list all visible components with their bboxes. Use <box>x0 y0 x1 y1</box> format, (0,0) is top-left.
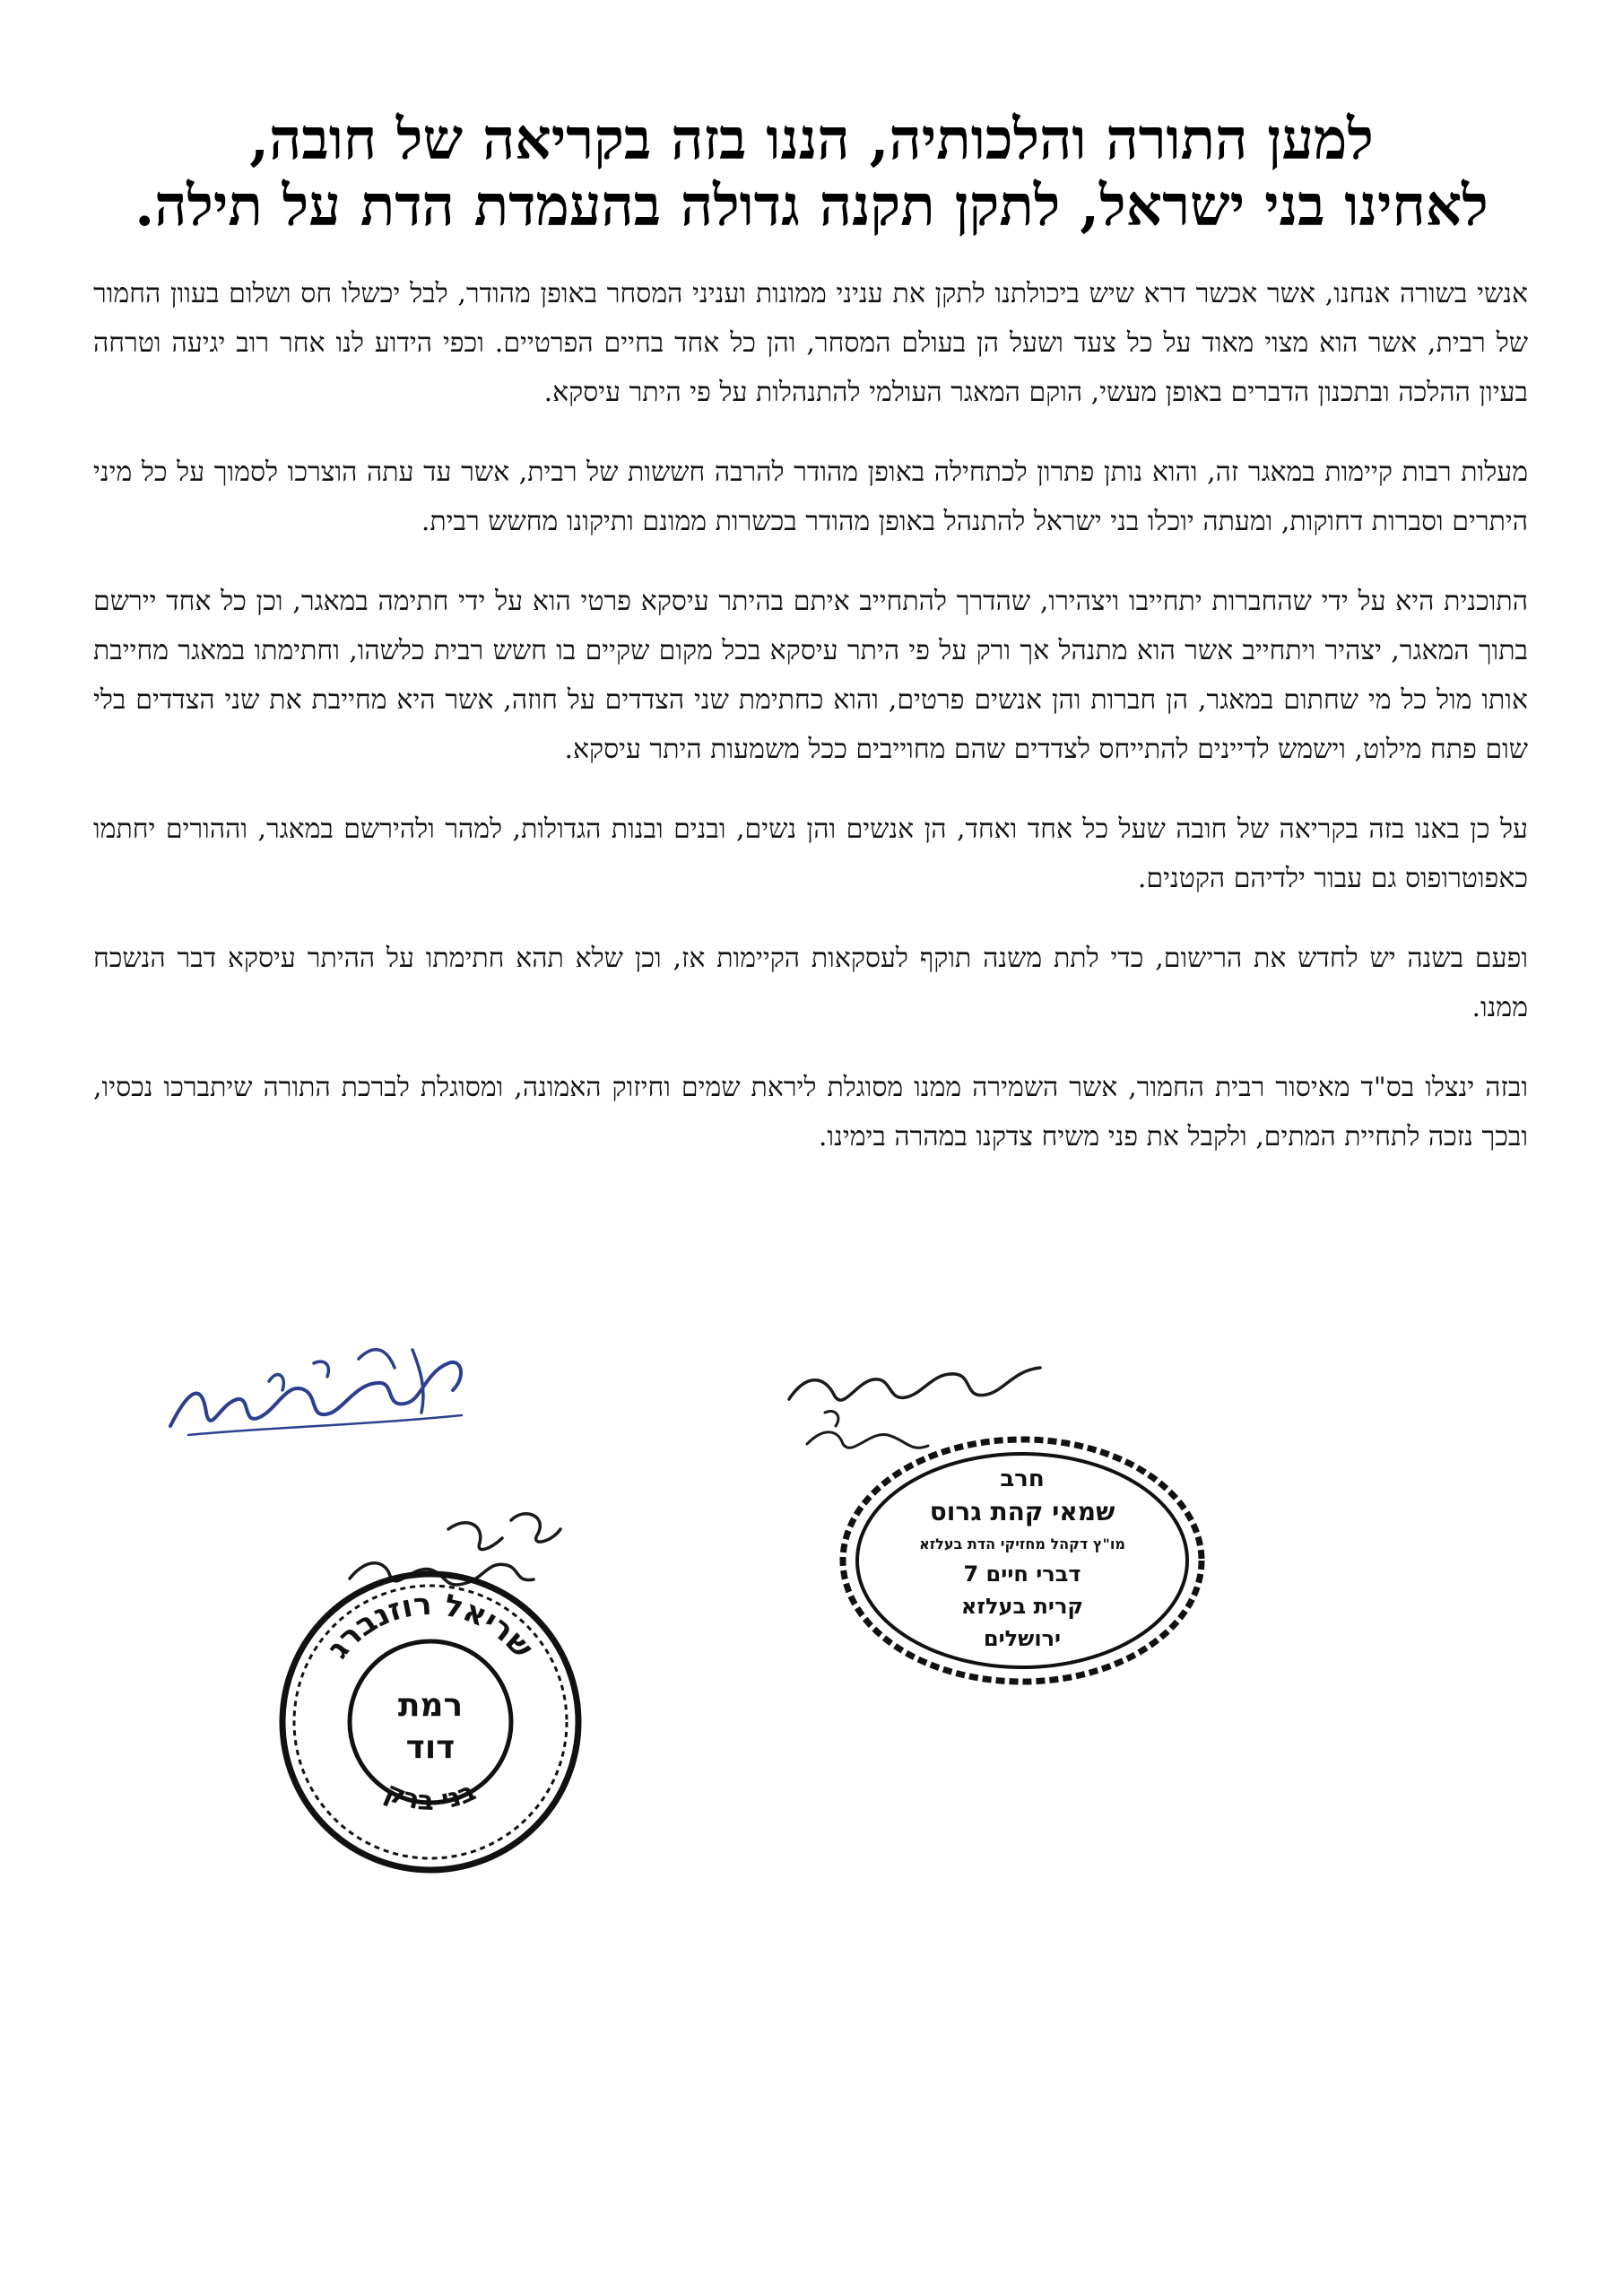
seal-left-bottom-text: בני ברק <box>380 1775 481 1818</box>
letter-body <box>93 269 1528 1192</box>
seal-right <box>834 1431 1211 1691</box>
seal-oval <box>834 1431 1211 1691</box>
paragraph-6: ובזה ינצלו בס"ד מאיסור רבית החמור, אשר השמירה ממנו מסוגלת ליראת שמים וחיזוק האמונה, ומסוגלת לברכת התורה שיתברכו נכסיו, ובכך נזכה לתחיית המתים, ולקבל את פני משיח צדקנו במהרה בימינו. <box>93 1072 1528 1152</box>
headline <box>90 106 1533 239</box>
seal-right-line-1: חרב <box>1000 1465 1045 1492</box>
signature-scribble <box>152 1327 493 1453</box>
seal-left <box>273 1565 587 1879</box>
paragraph-3: התוכנית היא על ידי שהחברות יתחייבו ויצהירו, שהדרך להתחייב איתם בהיתר עיסקא פרטי הוא על ידי חתימה במאגר, וכן כל אחד יירשם בתוך המאגר, יצהיר ויתחייב אשר הוא מתנהל אך ורק על פי היתר עיסקא בכל מקום שקיים בו חשש רבית כלשהו, וחתימתו במאגר מחייבת אותו מול כל מי שחתום במאגר, הן חברות והן אנשים פרטים, והוא כחתימת שני הצדדים על חוזה, אשר היא מחייבת את שני הצדדים בלי שום פתח מילוט, וישמש לדיינים להתייחס לצדדים שהם מחוייבים ככל משמעות היתר עיסקא. <box>93 586 1528 765</box>
seal-left-ring-text: שריאל רוזנברג <box>319 1586 541 1665</box>
seal-right-line-6: ירושלים <box>983 1626 1062 1651</box>
seal-left-center-line-2: דוד <box>405 1729 456 1766</box>
seal-right-line-3: מו"ץ דקהל מחזיקי הדת בעלזא <box>919 1535 1125 1552</box>
seal-right-line-2: שמאי קהת גרוס <box>929 1497 1115 1526</box>
seal-left-center-line-1: רמת <box>397 1687 464 1724</box>
paragraph-5: ופעם בשנה יש לחדש את הרישום, כדי לתת משנה תוקף לעסקאות הקיימות אז, וכן שלא תהא חתימתו על ההיתר עיסקא דבר הנשכח ממנו. <box>93 943 1528 1023</box>
seal-round <box>273 1565 587 1879</box>
seal-right-line-5: קרית בעלזא <box>960 1594 1084 1619</box>
paragraph-4: על כן באנו בזה בקריאה של חובה שעל כל אחד ואחד, הן אנשים והן נשים, ובנים ובנות הגדולות, למהר ולהירשם במאגר, וההורים יחתמו כאפוטרופוס גם עבור ילדיהם הקטנים. <box>93 813 1528 894</box>
seal-right-line-4: דברי חיים 7 <box>963 1561 1081 1587</box>
signature-blue-left <box>152 1327 493 1453</box>
paragraph-2: מעלות רבות קיימות במאגר זה, והוא נותן פתרון לכתחילה באופן מהודר להרבה חששות של רבית, אשר עד עתה הוצרכו לסמוך על כל מיני היתרים וסברות דחוקות, ומעתה יוכלו בני ישראל להתנהל באופן מהודר בכשרות ממונם ותיקונו מחשש רבית. <box>93 457 1528 537</box>
paragraph-1: אנשי בשורה אנחנו, אשר אכשר דרא שיש ביכולתנו לתקן את עניני ממונות ועניני המסחר באופן מהודר, לבל יכשלו חס ושלום בעוון החמור של רבית, אשר הוא מצוי מאוד על כל צעד ושעל הן בעולם המסחר, והן כל אחד בחיים הפרטיים. וכפי הידוע לנו אחר רוב יגיעה וטרחה בעיון ההלכה ובתכנון הדברים באופן מעשי, הוקם המאגר העולמי להתנהלות על פי היתר עיסקא. <box>93 278 1528 408</box>
headline-line-2: לאחינו בני ישראל, לתקן תקנה גדולה בהעמדת הדת על תילה. <box>135 172 1488 239</box>
headline-line-1: למען התורה והלכותיה, הננו בזה בקריאה של חובה, <box>249 106 1374 172</box>
seal-left-bottom-text-container <box>380 1776 481 1817</box>
